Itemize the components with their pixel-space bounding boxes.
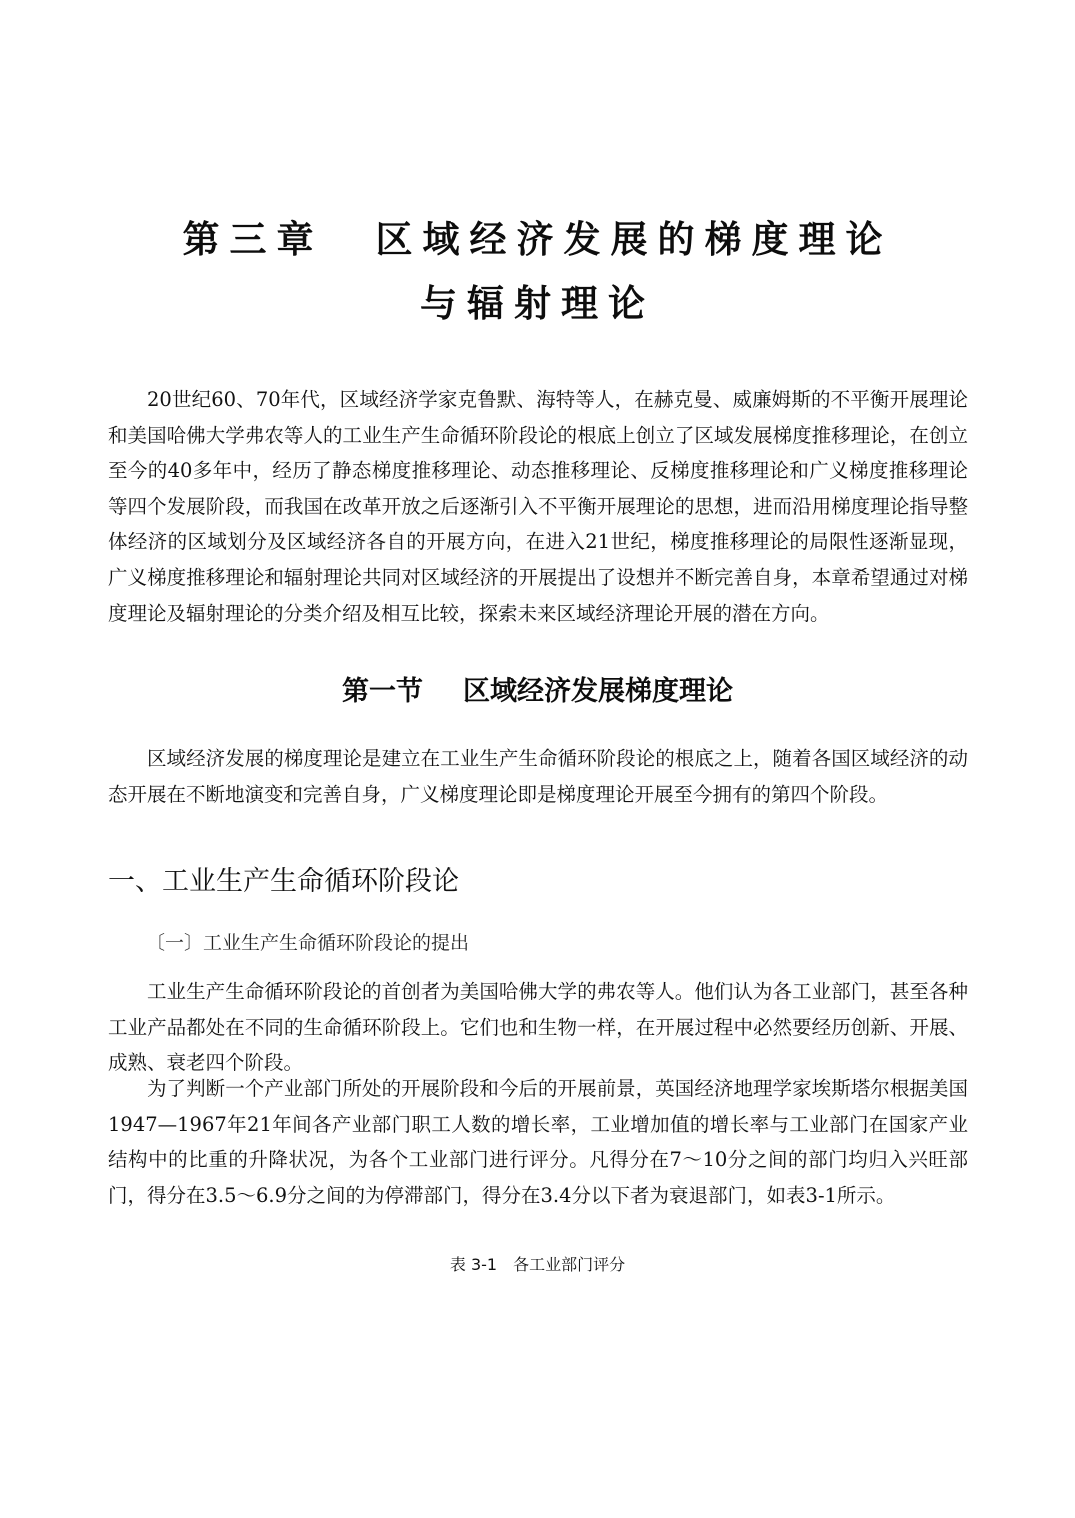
table-caption — [0, 1252, 1075, 1278]
section-paragraph: 区域经济发展的梯度理论是建立在工业生产生命循环阶段论的根底之上，随着各国区域经济的动态开展在不断地演变和完善自身，广义梯度理论即是梯度理论开展至今拥有的第四个阶段。 — [108, 747, 968, 806]
section-title — [0, 672, 1075, 712]
chapter-title-text: 区域经济发展的梯度理论 — [375, 218, 893, 261]
section-number: 第一节 — [342, 676, 423, 707]
sub-subsection-heading: 〔一〕工业生产生命循环阶段论的提出 — [146, 932, 470, 954]
section-title-text: 区域经济发展梯度理论 — [463, 676, 733, 707]
body-paragraph-1: 工业生产生命循环阶段论的首创者为美国哈佛大学的弗农等人。他们认为各工业部门，甚至各种工业产品都处在不同的生命循环阶段上。它们也和生物一样，在开展过程中必然要经历创新、开展、成熟、衰老四个阶段。 — [108, 980, 968, 1075]
chapter-number: 第三章 — [182, 218, 324, 261]
body-paragraph-2: 为了判断一个产业部门所处的开展阶段和今后的开展前景，英国经济地理学家埃斯塔尔根据美国1947—1967年21年间各产业部门职工人数的增长率，工业增加值的增长率与工业部门在国家产业结构中的比重的升降状况，为各个工业部门进行评分。凡得分在7～10分之间的部门均归入兴旺部门，得分在3.5～6.9分之间的为停滞部门，得分在3.4分以下者为衰退部门，如表3-1所示。 — [108, 1077, 968, 1207]
subsection-heading: 一、工业生产生命循环阶段论 — [108, 866, 459, 897]
table-number: 表 3-1 — [449, 1255, 498, 1274]
intro-paragraph: 20世纪60、70年代，区域经济学家克鲁默、海特等人，在赫克曼、威廉姆斯的不平衡开展理论和美国哈佛大学弗农等人的工业生产生命循环阶段论的根底上创立了区域发展梯度推移理论，在创立至今的40多年中，经历了静态梯度推移理论、动态推移理论、反梯度推移理论和广义梯度推移理论等四个发展阶段，而我国在改革开放之后逐渐引入不平衡开展理论的思想，进而沿用梯度理论指导整体经济的区域划分及区域经济各自的开展方向，在进入21世纪，梯度推移理论的局限性逐渐显现，广义梯度推移理论和辐射理论共同对区域经济的开展提出了设想并不断完善自身，本章希望通过对梯度理论及辐射理论的分类介绍及相互比较，探索未来区域经济理论开展的潜在方向。 — [108, 388, 968, 625]
table-title: 各工业部门评分 — [513, 1255, 626, 1274]
chapter-title-line1 — [0, 218, 1075, 262]
chapter-title-line2: 与辐射理论 — [420, 282, 655, 325]
